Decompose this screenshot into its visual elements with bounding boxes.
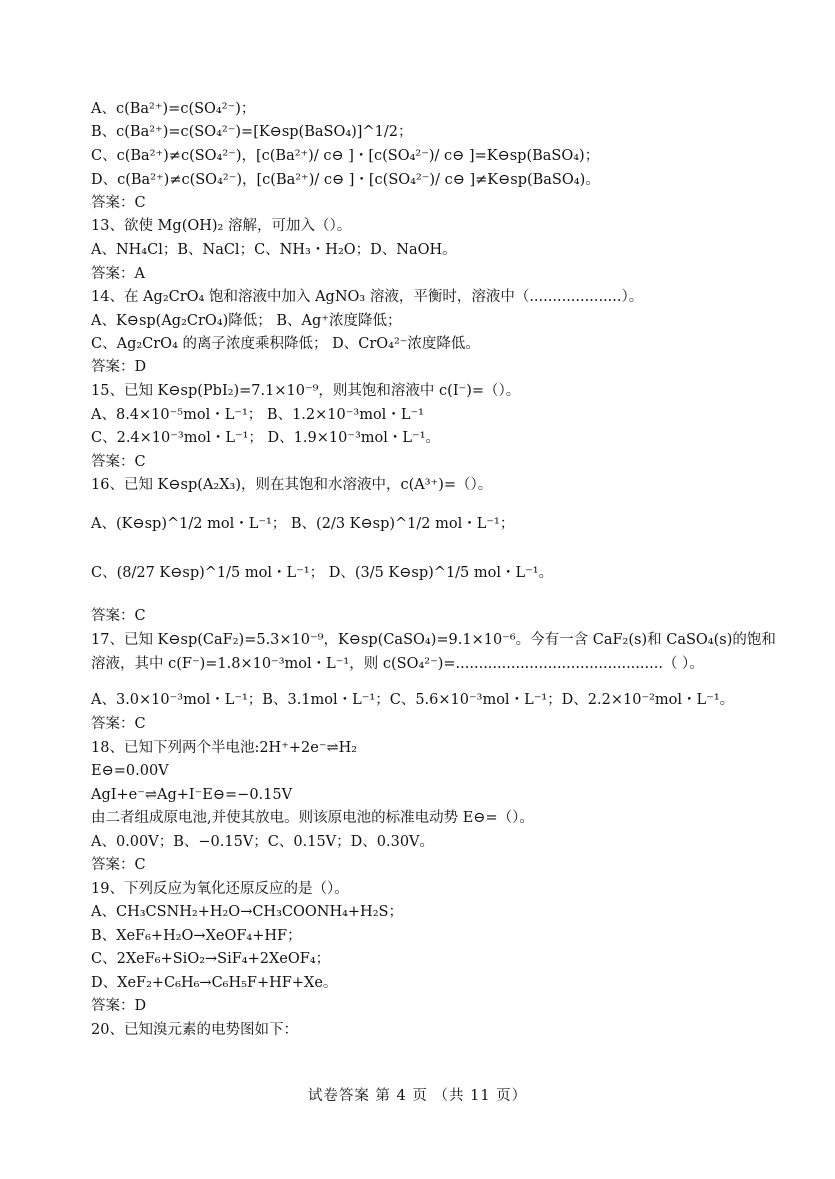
text-line: AgI+e⁻⇌Ag+I⁻E⊖=−0.15V [91, 787, 293, 803]
text-line: A、3.0×10⁻³mol・L⁻¹；B、3.1mol・L⁻¹；C、5.6×10⁻³mol・L⁻¹；D、2.2×10⁻²mol・L⁻¹。 [91, 692, 735, 708]
question-line: 19、下列反应为氧化还原反应的是（）。 [91, 881, 349, 897]
text-line: B、c(Ba²⁺)=c(SO₄²⁻)=[K⊖sp(BaSO₄)]^1/2； [91, 124, 413, 140]
text-line: A、K⊖sp(Ag₂CrO₄)降低； B、Ag⁺浓度降低； [91, 313, 402, 329]
answer-line: 答案：C [91, 608, 146, 624]
answer-line: 答案：C [91, 454, 146, 470]
question-line: 13、欲使 Mg(OH)₂ 溶解，可加入（）。 [91, 218, 352, 234]
page-footer: 试卷答案 第 4 页 （共 11 页） [307, 1088, 528, 1104]
question-line: 17、已知 K⊖sp(CaF₂)=5.3×10⁻⁹，K⊖sp(CaSO₄)=9.1×10⁻⁶。今有一含 CaF₂(s)和 CaSO₄(s)的饱和 [91, 632, 776, 648]
question-line: 16、已知 K⊖sp(A₂X₃)，则在其饱和水溶液中，c(A³⁺)=（）。 [91, 477, 493, 493]
text-line: A、(K⊖sp)^1/2 mol・L⁻¹； B、(2/3 K⊖sp)^1/2 mol・L⁻¹； [91, 516, 515, 532]
text-line: C、(8/27 K⊖sp)^1/5 mol・L⁻¹； D、(3/5 K⊖sp)^1/5 mol・L⁻¹。 [91, 565, 554, 581]
text-line: A、c(Ba²⁺)=c(SO₄²⁻)； [91, 101, 256, 117]
question-line: 15、已知 K⊖sp(PbI₂)=7.1×10⁻⁹，则其饱和溶液中 c(I⁻)=（）。 [91, 383, 521, 399]
text-line: A、8.4×10⁻⁵mol・L⁻¹； B、1.2×10⁻³mol・L⁻¹ [91, 407, 424, 423]
text-line: A、NH₄Cl；B、NaCl；C、NH₃・H₂O；D、NaOH。 [91, 242, 457, 258]
text-line: E⊖=0.00V [91, 763, 169, 779]
text-line: A、0.00V；B、−0.15V；C、0.15V；D、0.30V。 [91, 834, 435, 850]
text-line: C、2XeF₆+SiO₂→SiF₄+2XeOF₄； [91, 951, 331, 967]
answer-line: 答案：C [91, 857, 146, 873]
text-line: A、CH₃CSNH₂+H₂O→CH₃COONH₄+H₂S； [91, 904, 403, 920]
answer-line: 答案：D [91, 998, 147, 1014]
answer-line: 答案：C [91, 716, 146, 732]
question-line: 14、在 Ag₂CrO₄ 饱和溶液中加入 AgNO₃ 溶液，平衡时，溶液中（....................）。 [91, 289, 644, 305]
answer-line: 答案：A [91, 266, 145, 282]
text-line: B、XeF₆+H₂O→XeOF₄+HF； [91, 928, 302, 944]
text-line: C、c(Ba²⁺)≠c(SO₄²⁻)，[c(Ba²⁺)/ c⊖ ]・[c(SO₄²⁻)/ c⊖ ]=K⊖sp(BaSO₄)； [91, 148, 600, 164]
text-line: C、2.4×10⁻³mol・L⁻¹； D、1.9×10⁻³mol・L⁻¹。 [91, 430, 441, 446]
text-line: C、Ag₂CrO₄ 的离子浓度乘积降低； D、CrO₄²⁻浓度降低。 [91, 336, 480, 352]
answer-line: 答案：D [91, 359, 147, 375]
text-line: 由二者组成原电池,并使其放电。则该原电池的标准电动势 E⊖=（）。 [91, 810, 534, 826]
question-line: 18、已知下列两个半电池:2H⁺+2e⁻⇌H₂ [91, 740, 358, 756]
text-line: D、XeF₂+C₆H₆→C₆H₅F+HF+Xe。 [91, 975, 338, 991]
text-line: 溶液，其中 c(F⁻)=1.8×10⁻³mol・L⁻¹，则 c(SO₄²⁻)=.............................................（ ）。 [91, 656, 704, 672]
answer-line: 答案：C [91, 195, 146, 211]
text-line: D、c(Ba²⁺)≠c(SO₄²⁻)，[c(Ba²⁺)/ c⊖ ]・[c(SO₄²⁻)/ c⊖ ]≠K⊖sp(BaSO₄)。 [91, 172, 600, 188]
question-line: 20、已知溴元素的电势图如下： [91, 1022, 298, 1038]
